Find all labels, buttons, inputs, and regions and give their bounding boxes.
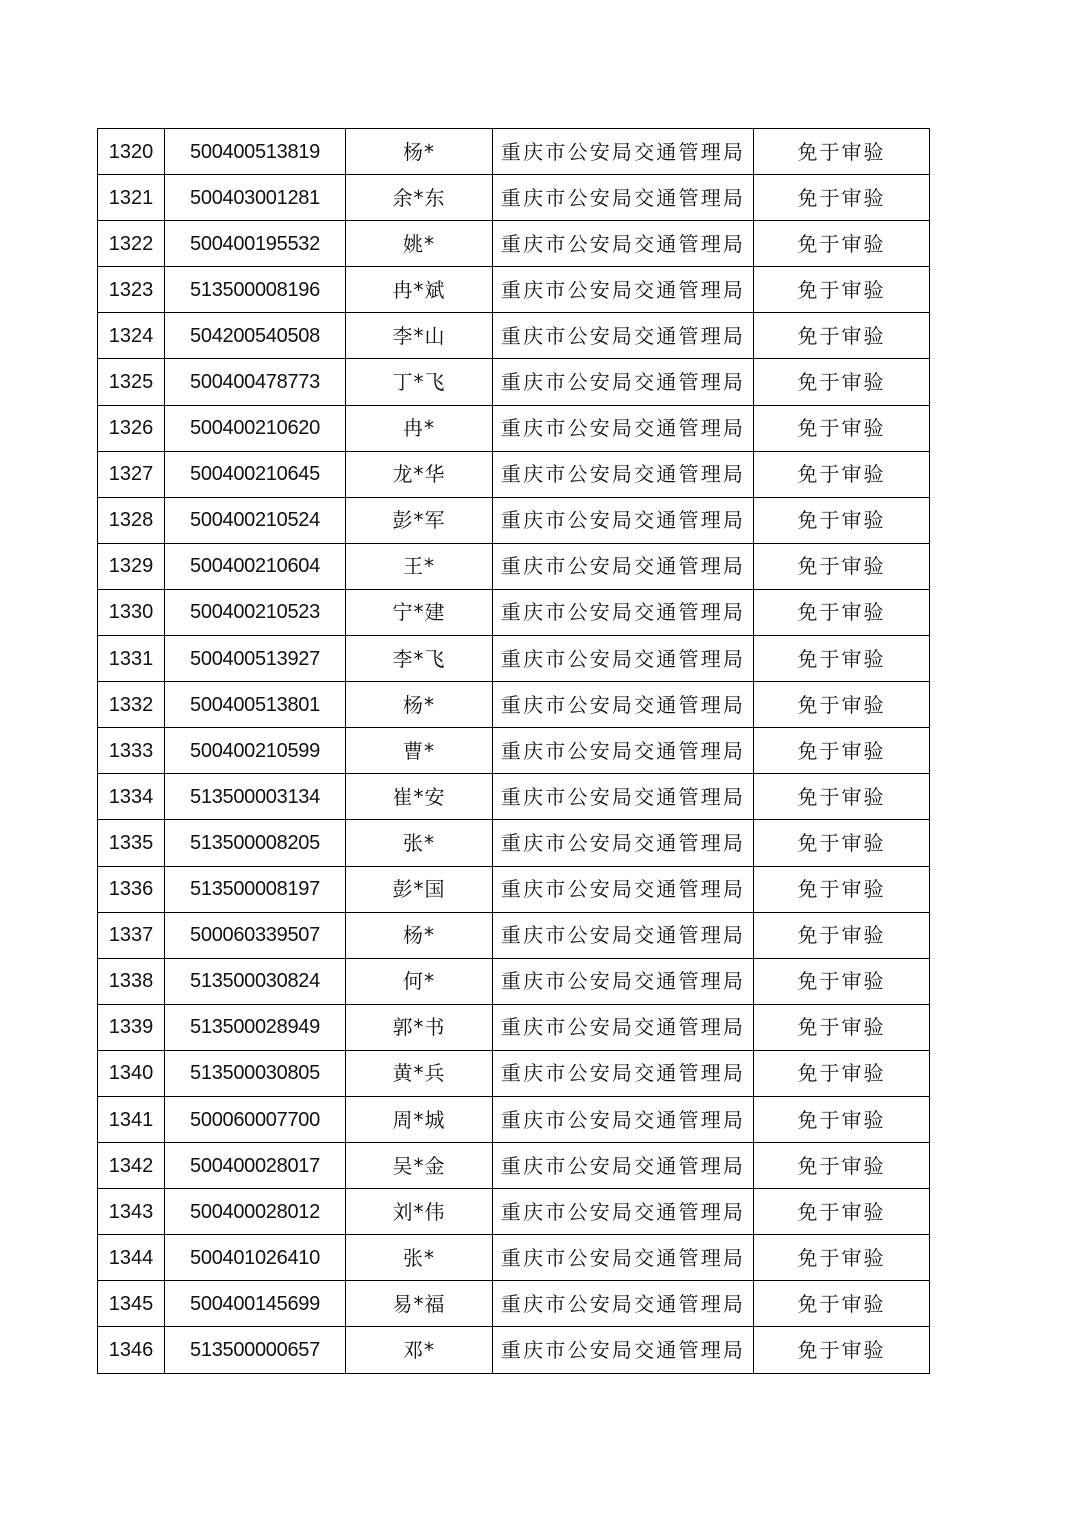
- cell-sequence-number: 1342: [98, 1143, 165, 1189]
- cell-issuing-office: 重庆市公安局交通管理局: [493, 405, 754, 451]
- cell-review-result: 免于审验: [754, 497, 930, 543]
- table-row: [98, 359, 930, 405]
- cell-person-name: 杨*: [346, 912, 493, 958]
- cell-license-id: 500401026410: [165, 1235, 346, 1281]
- cell-license-id: 513500008197: [165, 866, 346, 912]
- cell-review-result: 免于审验: [754, 129, 930, 175]
- roster-table: [97, 128, 930, 1374]
- cell-person-name: 李*山: [346, 313, 493, 359]
- cell-sequence-number: 1330: [98, 589, 165, 635]
- cell-review-result: 免于审验: [754, 1327, 930, 1373]
- cell-issuing-office: 重庆市公安局交通管理局: [493, 774, 754, 820]
- cell-license-id: 513500008196: [165, 267, 346, 313]
- cell-review-result: 免于审验: [754, 1096, 930, 1142]
- cell-person-name: 宁*建: [346, 589, 493, 635]
- cell-sequence-number: 1346: [98, 1327, 165, 1373]
- cell-issuing-office: 重庆市公安局交通管理局: [493, 866, 754, 912]
- cell-issuing-office: 重庆市公安局交通管理局: [493, 1281, 754, 1327]
- cell-sequence-number: 1324: [98, 313, 165, 359]
- cell-person-name: 郭*书: [346, 1004, 493, 1050]
- cell-license-id: 500400145699: [165, 1281, 346, 1327]
- table-row: [98, 129, 930, 175]
- cell-license-id: 513500030805: [165, 1050, 346, 1096]
- cell-person-name: 张*: [346, 1235, 493, 1281]
- cell-person-name: 彭*国: [346, 866, 493, 912]
- cell-issuing-office: 重庆市公安局交通管理局: [493, 820, 754, 866]
- cell-license-id: 500403001281: [165, 175, 346, 221]
- cell-issuing-office: 重庆市公安局交通管理局: [493, 497, 754, 543]
- cell-person-name: 余*东: [346, 175, 493, 221]
- table-row: [98, 1327, 930, 1373]
- cell-sequence-number: 1343: [98, 1189, 165, 1235]
- table-row: [98, 636, 930, 682]
- cell-sequence-number: 1339: [98, 1004, 165, 1050]
- cell-license-id: 500400210645: [165, 451, 346, 497]
- cell-license-id: 504200540508: [165, 313, 346, 359]
- table-row: [98, 958, 930, 1004]
- table-row: [98, 589, 930, 635]
- cell-person-name: 彭*军: [346, 497, 493, 543]
- cell-sequence-number: 1338: [98, 958, 165, 1004]
- cell-person-name: 易*福: [346, 1281, 493, 1327]
- table-row: [98, 1050, 930, 1096]
- cell-review-result: 免于审验: [754, 682, 930, 728]
- table-row: [98, 1189, 930, 1235]
- cell-license-id: 500060339507: [165, 912, 346, 958]
- table-row: [98, 774, 930, 820]
- table-row: [98, 1096, 930, 1142]
- table-row: [98, 1235, 930, 1281]
- cell-person-name: 吴*金: [346, 1143, 493, 1189]
- cell-issuing-office: 重庆市公安局交通管理局: [493, 267, 754, 313]
- cell-license-id: 500060007700: [165, 1096, 346, 1142]
- cell-issuing-office: 重庆市公安局交通管理局: [493, 1327, 754, 1373]
- cell-review-result: 免于审验: [754, 1281, 930, 1327]
- cell-person-name: 张*: [346, 820, 493, 866]
- cell-person-name: 姚*: [346, 221, 493, 267]
- cell-license-id: 500400513819: [165, 129, 346, 175]
- cell-issuing-office: 重庆市公安局交通管理局: [493, 636, 754, 682]
- cell-person-name: 邓*: [346, 1327, 493, 1373]
- table-row: [98, 1143, 930, 1189]
- cell-sequence-number: 1326: [98, 405, 165, 451]
- cell-review-result: 免于审验: [754, 359, 930, 405]
- cell-license-id: 500400210524: [165, 497, 346, 543]
- table-row: [98, 175, 930, 221]
- cell-issuing-office: 重庆市公安局交通管理局: [493, 682, 754, 728]
- cell-issuing-office: 重庆市公安局交通管理局: [493, 1004, 754, 1050]
- cell-license-id: 500400513927: [165, 636, 346, 682]
- cell-person-name: 龙*华: [346, 451, 493, 497]
- cell-license-id: 513500030824: [165, 958, 346, 1004]
- cell-review-result: 免于审验: [754, 221, 930, 267]
- cell-license-id: 500400478773: [165, 359, 346, 405]
- cell-issuing-office: 重庆市公安局交通管理局: [493, 1096, 754, 1142]
- cell-issuing-office: 重庆市公安局交通管理局: [493, 1143, 754, 1189]
- cell-issuing-office: 重庆市公安局交通管理局: [493, 543, 754, 589]
- cell-license-id: 500400210523: [165, 589, 346, 635]
- cell-sequence-number: 1321: [98, 175, 165, 221]
- cell-issuing-office: 重庆市公安局交通管理局: [493, 129, 754, 175]
- cell-sequence-number: 1345: [98, 1281, 165, 1327]
- cell-issuing-office: 重庆市公安局交通管理局: [493, 359, 754, 405]
- cell-review-result: 免于审验: [754, 589, 930, 635]
- cell-sequence-number: 1320: [98, 129, 165, 175]
- table-row: [98, 820, 930, 866]
- cell-person-name: 杨*: [346, 129, 493, 175]
- table-row: [98, 313, 930, 359]
- cell-person-name: 周*城: [346, 1096, 493, 1142]
- cell-person-name: 刘*伟: [346, 1189, 493, 1235]
- cell-person-name: 王*: [346, 543, 493, 589]
- cell-license-id: 500400195532: [165, 221, 346, 267]
- cell-license-id: 513500003134: [165, 774, 346, 820]
- cell-license-id: 500400210604: [165, 543, 346, 589]
- cell-sequence-number: 1340: [98, 1050, 165, 1096]
- cell-sequence-number: 1322: [98, 221, 165, 267]
- cell-issuing-office: 重庆市公安局交通管理局: [493, 912, 754, 958]
- cell-review-result: 免于审验: [754, 1143, 930, 1189]
- cell-review-result: 免于审验: [754, 543, 930, 589]
- table-row: [98, 221, 930, 267]
- table-row: [98, 728, 930, 774]
- cell-review-result: 免于审验: [754, 175, 930, 221]
- table-row: [98, 497, 930, 543]
- cell-license-id: 500400028017: [165, 1143, 346, 1189]
- cell-issuing-office: 重庆市公安局交通管理局: [493, 313, 754, 359]
- table-row: [98, 1004, 930, 1050]
- cell-review-result: 免于审验: [754, 1189, 930, 1235]
- roster-table-body: [98, 129, 930, 1374]
- cell-sequence-number: 1341: [98, 1096, 165, 1142]
- cell-license-id: 513500008205: [165, 820, 346, 866]
- cell-review-result: 免于审验: [754, 820, 930, 866]
- cell-issuing-office: 重庆市公安局交通管理局: [493, 728, 754, 774]
- cell-sequence-number: 1323: [98, 267, 165, 313]
- cell-license-id: 500400210599: [165, 728, 346, 774]
- cell-sequence-number: 1328: [98, 497, 165, 543]
- cell-review-result: 免于审验: [754, 958, 930, 1004]
- cell-license-id: 513500028949: [165, 1004, 346, 1050]
- cell-sequence-number: 1329: [98, 543, 165, 589]
- cell-issuing-office: 重庆市公安局交通管理局: [493, 1050, 754, 1096]
- cell-review-result: 免于审验: [754, 1004, 930, 1050]
- cell-issuing-office: 重庆市公安局交通管理局: [493, 1189, 754, 1235]
- cell-license-id: 500400210620: [165, 405, 346, 451]
- cell-issuing-office: 重庆市公安局交通管理局: [493, 221, 754, 267]
- cell-sequence-number: 1334: [98, 774, 165, 820]
- cell-review-result: 免于审验: [754, 313, 930, 359]
- cell-sequence-number: 1344: [98, 1235, 165, 1281]
- cell-sequence-number: 1335: [98, 820, 165, 866]
- table-row: [98, 543, 930, 589]
- cell-person-name: 冉*: [346, 405, 493, 451]
- cell-review-result: 免于审验: [754, 1050, 930, 1096]
- cell-sequence-number: 1327: [98, 451, 165, 497]
- cell-license-id: 500400513801: [165, 682, 346, 728]
- cell-review-result: 免于审验: [754, 866, 930, 912]
- cell-sequence-number: 1331: [98, 636, 165, 682]
- cell-review-result: 免于审验: [754, 636, 930, 682]
- cell-person-name: 丁*飞: [346, 359, 493, 405]
- cell-review-result: 免于审验: [754, 728, 930, 774]
- cell-review-result: 免于审验: [754, 267, 930, 313]
- cell-issuing-office: 重庆市公安局交通管理局: [493, 451, 754, 497]
- cell-review-result: 免于审验: [754, 774, 930, 820]
- cell-sequence-number: 1337: [98, 912, 165, 958]
- table-row: [98, 866, 930, 912]
- cell-issuing-office: 重庆市公安局交通管理局: [493, 958, 754, 1004]
- cell-issuing-office: 重庆市公安局交通管理局: [493, 1235, 754, 1281]
- table-row: [98, 405, 930, 451]
- cell-person-name: 崔*安: [346, 774, 493, 820]
- cell-issuing-office: 重庆市公安局交通管理局: [493, 175, 754, 221]
- cell-review-result: 免于审验: [754, 1235, 930, 1281]
- cell-license-id: 500400028012: [165, 1189, 346, 1235]
- table-row: [98, 451, 930, 497]
- cell-person-name: 杨*: [346, 682, 493, 728]
- cell-review-result: 免于审验: [754, 912, 930, 958]
- table-row: [98, 682, 930, 728]
- cell-sequence-number: 1336: [98, 866, 165, 912]
- cell-sequence-number: 1325: [98, 359, 165, 405]
- cell-person-name: 曹*: [346, 728, 493, 774]
- cell-license-id: 513500000657: [165, 1327, 346, 1373]
- cell-review-result: 免于审验: [754, 451, 930, 497]
- cell-review-result: 免于审验: [754, 405, 930, 451]
- table-row: [98, 912, 930, 958]
- table-row: [98, 1281, 930, 1327]
- cell-sequence-number: 1333: [98, 728, 165, 774]
- cell-person-name: 何*: [346, 958, 493, 1004]
- table-row: [98, 267, 930, 313]
- cell-person-name: 黄*兵: [346, 1050, 493, 1096]
- cell-sequence-number: 1332: [98, 682, 165, 728]
- cell-issuing-office: 重庆市公安局交通管理局: [493, 589, 754, 635]
- cell-person-name: 冉*斌: [346, 267, 493, 313]
- cell-person-name: 李*飞: [346, 636, 493, 682]
